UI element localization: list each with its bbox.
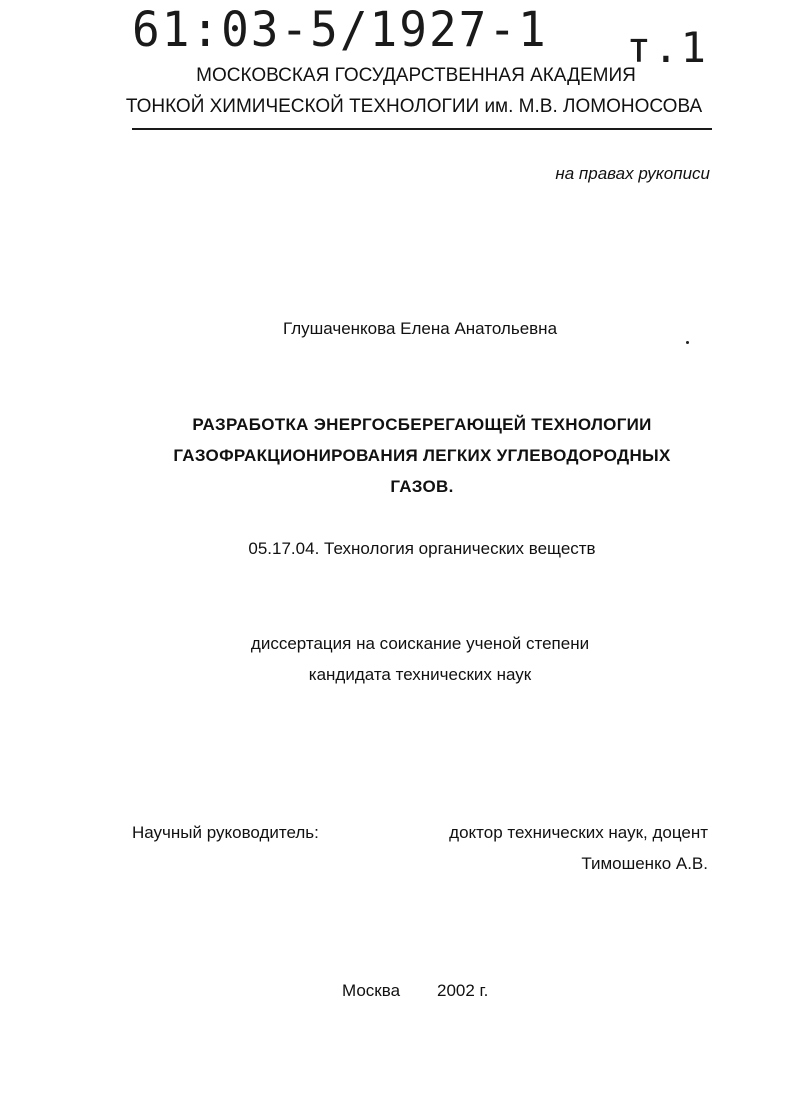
header-divider [132,128,712,130]
institution-name-line1: МОСКОВСКАЯ ГОСУДАРСТВЕННАЯ АКАДЕМИЯ [196,65,636,86]
author-name: Глушаченкова Елена Анатольевна [282,319,558,338]
handwritten-volume-mark: т.1 [626,23,708,72]
year: 2002 г. [437,981,489,1000]
manuscript-note: на правах рукописи [555,164,710,183]
degree-line1: диссертация на соискание ученой степени [250,634,590,653]
city: Москва [342,981,401,1000]
supervisor-name: Тимошенко А.В. [581,854,708,873]
specialty-code: 05.17.04. Технология органических веществ [248,539,596,558]
thesis-title-line1: РАЗРАБОТКА ЭНЕРГОСБЕРЕГАЮЩЕЙ ТЕХНОЛОГИИ [192,415,652,434]
institution-name-line2: ТОНКОЙ ХИМИЧЕСКОЙ ТЕХНОЛОГИИ им. М.В. ЛОМОНОСОВА [125,96,703,117]
degree-line2: кандидата технических наук [308,665,532,684]
scan-speck [686,341,689,344]
thesis-title-line2: ГАЗОФРАКЦИОНИРОВАНИЯ ЛЕГКИХ УГЛЕВОДОРОДНЫХ [173,446,671,465]
handwritten-catalog-code: 61:03-5/1927-1 [132,1,548,58]
thesis-title-line3: ГАЗОВ. [390,477,454,496]
supervisor-title: доктор технических наук, доцент [449,823,708,842]
supervisor-label: Научный руководитель: [132,823,319,842]
